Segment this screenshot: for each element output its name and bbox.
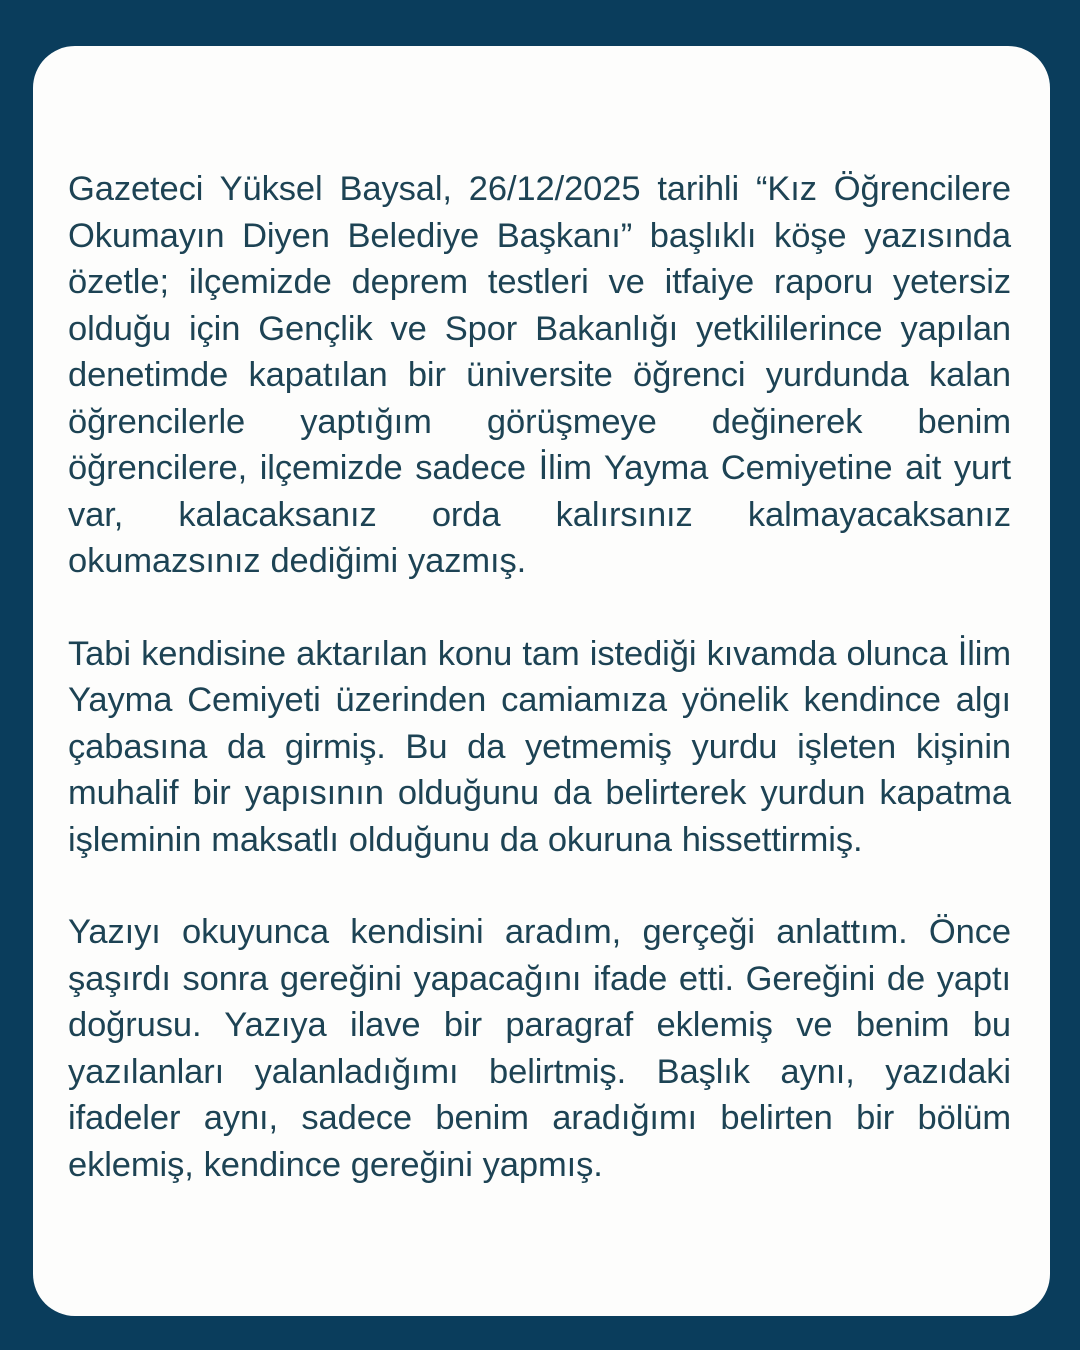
statement-paragraph-3: Yazıyı okuyunca kendisini aradım, gerçeği anlattım. Önce şaşırdı sonra gereğini yapacağını ifade etti. Gereğini de yaptı doğrusu. Yazıya ilave bir paragraf eklemiş ve benim bu yazılanları yalanladığımı belirtmiş. Başlık aynı, yazıdaki ifadeler aynı, sadece benim aradığımı belirten bir bölüm eklemiş, kendince gereğini yapmış. (68, 913, 1011, 1184)
statement-text-block (68, 166, 1011, 1188)
statement-paragraph-1: Gazeteci Yüksel Baysal, 26/12/2025 tarihli “Kız Öğrencilere Okumayın Diyen Belediye Başkanı” başlıklı köşe yazısında özetle; ilçemizde deprem testleri ve itfaiye raporu yetersiz olduğu için Gençlik ve Spor Bakanlığı yetkililerince yapılan denetimde kapatılan bir üniversite öğrenci yurdunda kalan öğrencilerle yaptığım görüşmeye değinerek benim öğrencilere, ilçemizde sadece İlim Yayma Cemiyetine ait yurt var, kalacaksanız orda kalırsınız kalmayacaksanız okumazsınız dediğimi yazmış. (68, 170, 1011, 580)
statement-card (33, 46, 1050, 1316)
statement-paragraph-2: Tabi kendisine aktarılan konu tam istediği kıvamda olunca İlim Yayma Cemiyeti üzerinden camiamıza yönelik kendince algı çabasına da girmiş. Bu da yetmemiş yurdu işleten kişinin muhalif bir yapısının olduğunu da belirterek yurdun kapatma işleminin maksatlı olduğunu da okuruna hissettirmiş. (68, 634, 1011, 859)
